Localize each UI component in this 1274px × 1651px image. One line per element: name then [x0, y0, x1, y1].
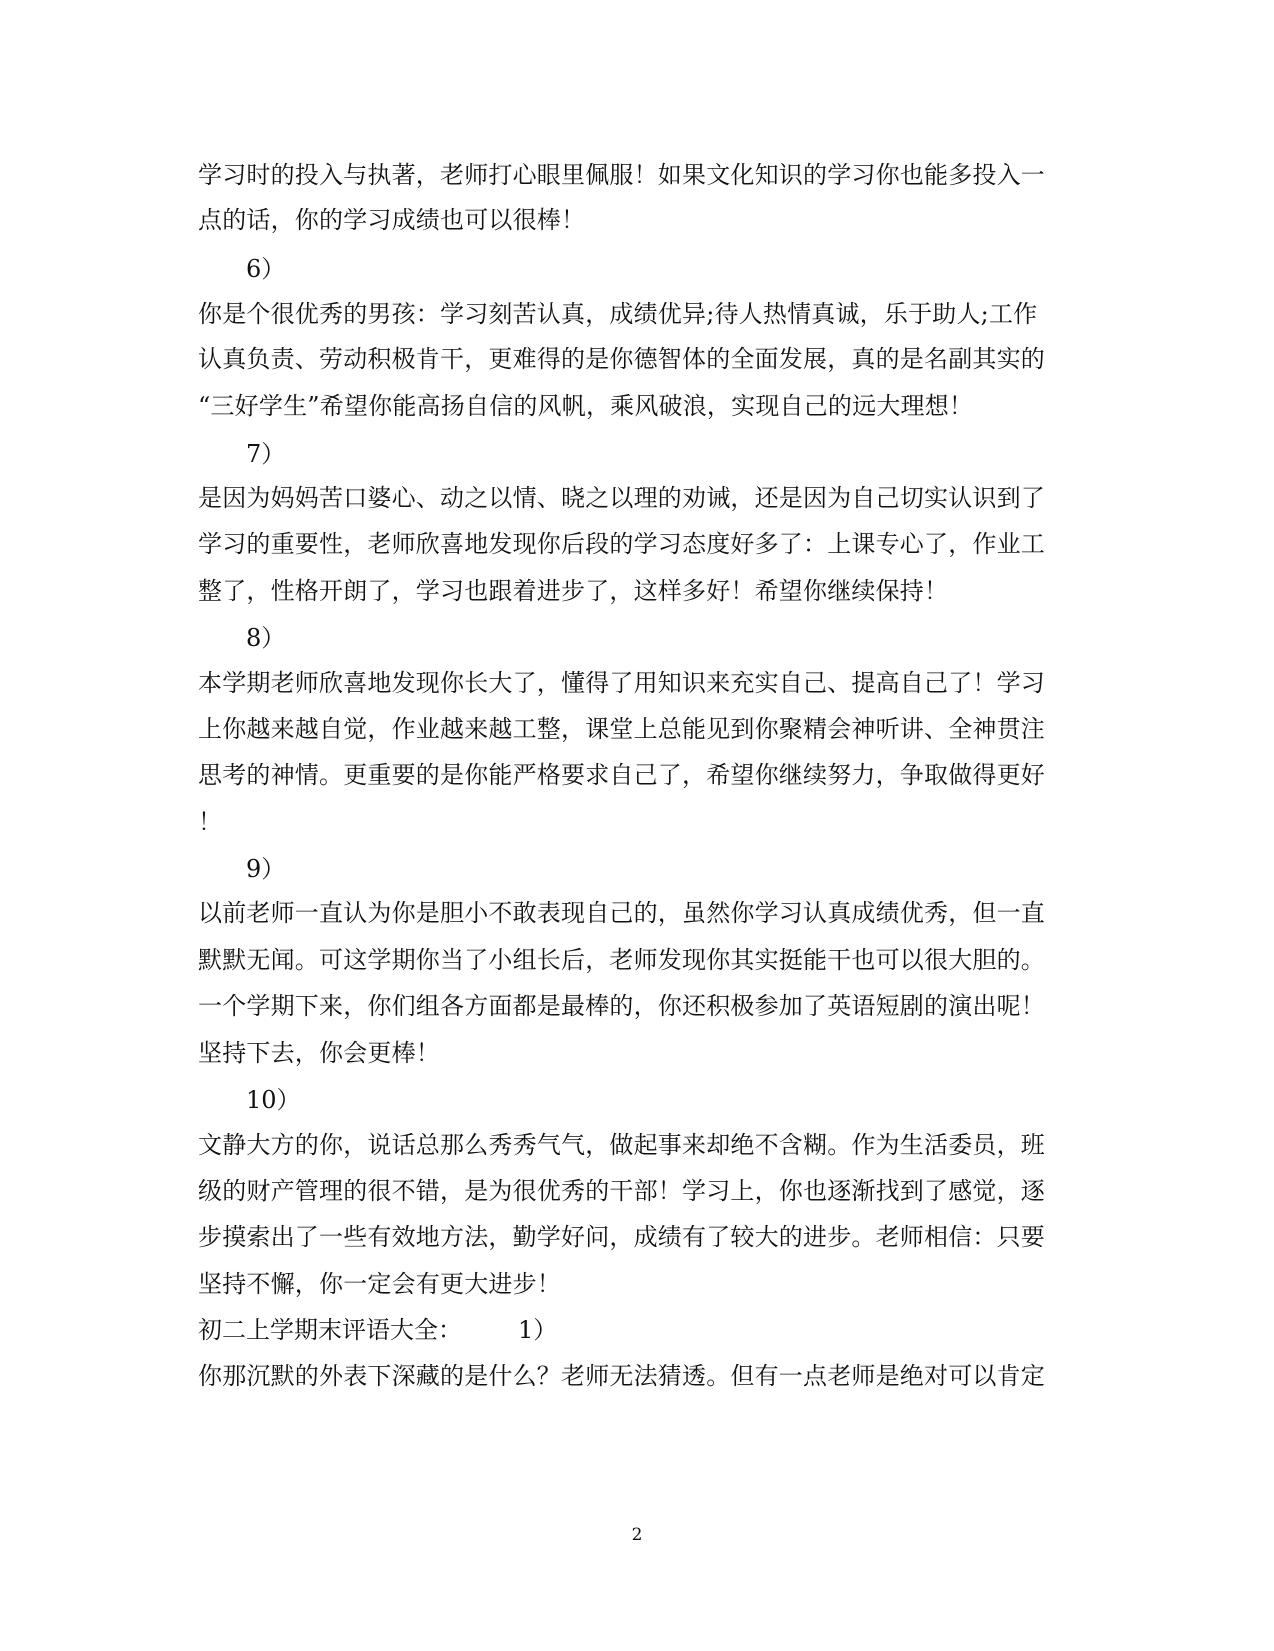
text-line: 整了，性格开朗了，学习也跟着进步了，这样多好！希望你继续保持！: [198, 577, 949, 605]
text-line: 你那沉默的外表下深藏的是什么？老师无法猜透。但有一点老师是绝对可以肯定: [198, 1362, 1045, 1390]
section-heading-number: 1）: [518, 1316, 558, 1344]
text-line: 上你越来越自觉，作业越来越工整，课堂上总能见到你聚精会神听讲、全神贯注: [198, 715, 1045, 743]
text-line: 学习时的投入与执著，老师打心眼里佩服！如果文化知识的学习你也能多投入一: [198, 161, 1045, 189]
page-number: 2: [631, 1525, 643, 1545]
text-line: 学习的重要性，老师欣喜地发现你后段的学习态度好多了：上课专心了，作业工: [198, 530, 1045, 558]
text-line: 坚持不懈，你一定会有更大进步！: [198, 1270, 561, 1298]
text-line: “三好学生”希望你能高扬自信的风帆，乘风破浪，实现自己的远大理想！: [198, 392, 974, 420]
text-line: 是因为妈妈苦口婆心、动之以情、晓之以理的劝诫，还是因为自己切实认识到了: [198, 484, 1045, 512]
item-number: 8）: [246, 624, 286, 652]
text-line: 默默无闻。可这学期你当了小组长后，老师发现你其实挺能干也可以很大胆的。: [198, 946, 1045, 974]
text-line: 认真负责、劳动积极肯干，更难得的是你德智体的全面发展，真的是名副其实的: [198, 345, 1045, 373]
text-line: 以前老师一直认为你是胆小不敢表现自己的，虽然你学习认真成绩优秀，但一直: [198, 899, 1045, 927]
text-line: 步摸索出了一些有效地方法，勤学好问，成绩有了较大的进步。老师相信：只要: [198, 1223, 1045, 1251]
text-line: 思考的神情。更重要的是你能严格要求自己了，希望你继续努力，争取做得更好: [198, 761, 1045, 789]
text-line: 坚持下去，你会更棒！: [198, 1039, 440, 1067]
item-number: 10）: [246, 1086, 301, 1114]
text-line: 一个学期下来，你们组各方面都是最棒的，你还积极参加了英语短剧的演出呢！: [198, 992, 1045, 1020]
text-line: 你是个很优秀的男孩：学习刻苦认真，成绩优异;待人热情真诚，乐于助人;工作: [198, 300, 1038, 328]
text-line: 本学期老师欣喜地发现你长大了，懂得了用知识来充实自己、提高自己了！学习: [198, 669, 1045, 697]
text-line: 点的话，你的学习成绩也可以很棒！: [198, 206, 586, 234]
item-number: 6）: [246, 255, 286, 283]
text-line: 文静大方的你，说话总那么秀秀气气，做起事来却绝不含糊。作为生活委员，班: [198, 1131, 1045, 1159]
text-line: 级的财产管理的很不错，是为很优秀的干部！学习上，你也逐渐找到了感觉，逐: [198, 1177, 1045, 1205]
section-heading-label: 初二上学期末评语大全：: [198, 1316, 462, 1344]
item-number: 7）: [246, 440, 286, 468]
text-line: ！: [198, 808, 223, 836]
item-number: 9）: [246, 855, 286, 883]
